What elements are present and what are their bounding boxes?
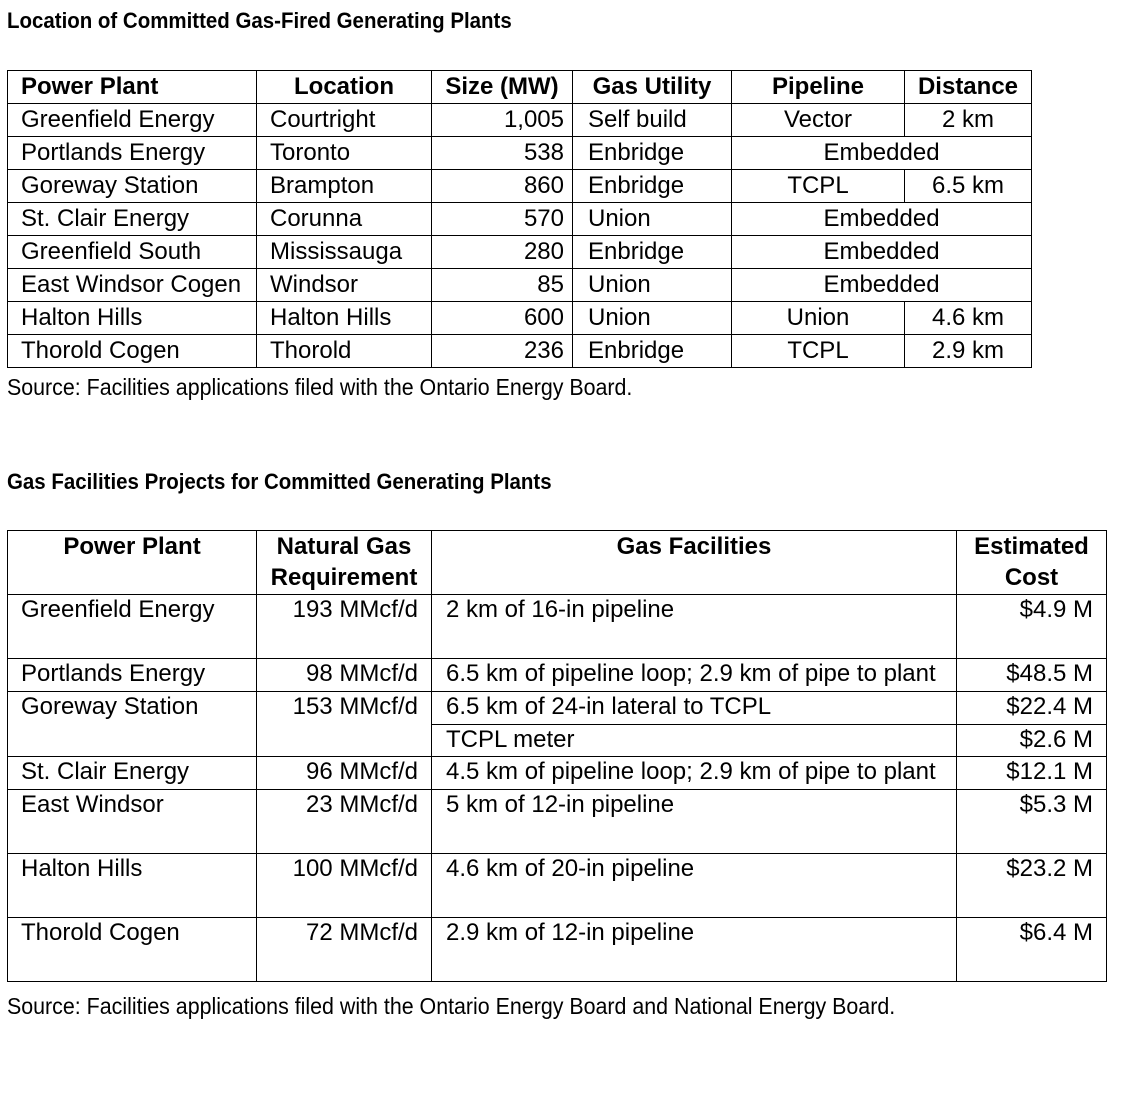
table-row	[8, 854, 1107, 918]
table-row	[8, 203, 1032, 236]
cell-utility: Enbridge	[573, 236, 732, 269]
cell-requirement	[257, 724, 432, 757]
cell-utility: Union	[573, 302, 732, 335]
cell-location: Brampton	[257, 170, 432, 203]
cell-cost: $23.2 M	[957, 854, 1107, 918]
cell-plant: Halton Hills	[8, 854, 257, 918]
cell-distance: 2.9 km	[905, 335, 1032, 368]
cell-plant: Portlands Energy	[8, 659, 257, 692]
cell-pipeline: Embedded	[732, 137, 1032, 170]
cell-plant: Thorold Cogen	[8, 918, 257, 982]
cell-plant: Goreway Station	[8, 692, 257, 725]
table-row	[8, 335, 1032, 368]
cell-pipeline: TCPL	[732, 170, 905, 203]
cell-location: Thorold	[257, 335, 432, 368]
cell-cost: $48.5 M	[957, 659, 1107, 692]
cell-requirement: 23 MMcf/d	[257, 790, 432, 854]
header-power-plant	[8, 531, 257, 595]
header-gas-facilities-label: Gas Facilities	[616, 533, 772, 560]
cell-facilities: 4.5 km of pipeline loop; 2.9 km of pipe to plant	[432, 757, 957, 790]
table-header-row	[8, 531, 1107, 595]
table1-title: Location of Committed Gas-Fired Generating Plants	[7, 8, 512, 33]
cell-size: 1,005	[432, 104, 573, 137]
cell-facilities: 6.5 km of pipeline loop; 2.9 km of pipe to plant	[432, 659, 957, 692]
header-gas-requirement	[257, 531, 432, 595]
header-power-plant-label: Power Plant	[63, 533, 201, 560]
cell-cost: $22.4 M	[957, 692, 1107, 725]
cell-facilities: 4.6 km of 20-in pipeline	[432, 854, 957, 918]
cell-utility: Enbridge	[573, 335, 732, 368]
cell-facilities: 5 km of 12-in pipeline	[432, 790, 957, 854]
cell-cost: $4.9 M	[957, 595, 1107, 659]
cell-utility: Enbridge	[573, 137, 732, 170]
cell-location: Toronto	[257, 137, 432, 170]
cell-pipeline: Union	[732, 302, 905, 335]
cell-facilities: 2 km of 16-in pipeline	[432, 595, 957, 659]
cell-distance: 2 km	[905, 104, 1032, 137]
plants-location-table	[7, 70, 1032, 368]
header-size: Size (MW)	[432, 71, 573, 104]
cell-requirement: 98 MMcf/d	[257, 659, 432, 692]
table-row	[8, 170, 1032, 203]
header-gas-facilities	[432, 531, 957, 595]
table-row	[8, 692, 1107, 725]
cell-size: 236	[432, 335, 573, 368]
cell-cost: $2.6 M	[957, 724, 1107, 757]
cell-requirement: 96 MMcf/d	[257, 757, 432, 790]
cell-size: 85	[432, 269, 573, 302]
cell-plant: Greenfield Energy	[8, 595, 257, 659]
cell-pipeline: Embedded	[732, 236, 1032, 269]
table-row	[8, 595, 1107, 659]
header-estimated-cost	[957, 531, 1107, 595]
cell-utility: Self build	[573, 104, 732, 137]
cell-utility: Union	[573, 269, 732, 302]
cell-location: Corunna	[257, 203, 432, 236]
cell-size: 570	[432, 203, 573, 236]
cell-utility: Enbridge	[573, 170, 732, 203]
table-row	[8, 790, 1107, 854]
cell-requirement: 153 MMcf/d	[257, 692, 432, 725]
gas-facilities-table	[7, 530, 1107, 982]
header-gas-utility: Gas Utility	[573, 71, 732, 104]
cell-size: 538	[432, 137, 573, 170]
cell-size: 280	[432, 236, 573, 269]
cell-plant: Greenfield Energy	[8, 104, 257, 137]
table-row	[8, 918, 1107, 982]
table-row	[8, 236, 1032, 269]
table-header-row	[8, 71, 1032, 104]
table-row	[8, 724, 1107, 757]
cell-cost: $5.3 M	[957, 790, 1107, 854]
header-power-plant: Power Plant	[8, 71, 257, 104]
cell-location: Courtright	[257, 104, 432, 137]
cell-facilities: 6.5 km of 24-in lateral to TCPL	[432, 692, 957, 725]
cell-plant: St. Clair Energy	[8, 757, 257, 790]
cell-plant: Greenfield South	[8, 236, 257, 269]
table2-title: Gas Facilities Projects for Committed Generating Plants	[7, 469, 552, 494]
cell-facilities: TCPL meter	[432, 724, 957, 757]
cell-cost: $6.4 M	[957, 918, 1107, 982]
cell-pipeline: TCPL	[732, 335, 905, 368]
cell-location: Mississauga	[257, 236, 432, 269]
table-row	[8, 757, 1107, 790]
cell-pipeline: Embedded	[732, 269, 1032, 302]
cell-plant: East Windsor Cogen	[8, 269, 257, 302]
cell-plant	[8, 724, 257, 757]
cell-facilities: 2.9 km of 12-in pipeline	[432, 918, 957, 982]
cell-plant: East Windsor	[8, 790, 257, 854]
table-row	[8, 302, 1032, 335]
cell-plant: Thorold Cogen	[8, 335, 257, 368]
cell-pipeline: Embedded	[732, 203, 1032, 236]
cell-distance: 6.5 km	[905, 170, 1032, 203]
table2-source-note: Source: Facilities applications filed with the Ontario Energy Board and National Energy Board.	[7, 993, 896, 1019]
table-row	[8, 137, 1032, 170]
cell-location: Windsor	[257, 269, 432, 302]
header-location: Location	[257, 71, 432, 104]
cell-location: Halton Hills	[257, 302, 432, 335]
header-cost-line2: Cost	[1004, 564, 1059, 591]
cell-requirement: 100 MMcf/d	[257, 854, 432, 918]
header-requirement-line2: Requirement	[270, 564, 418, 591]
table-row	[8, 659, 1107, 692]
cell-plant: Portlands Energy	[8, 137, 257, 170]
cell-requirement: 193 MMcf/d	[257, 595, 432, 659]
header-cost-line1: Estimated	[974, 533, 1089, 560]
cell-plant: St. Clair Energy	[8, 203, 257, 236]
table-row	[8, 104, 1032, 137]
cell-size: 860	[432, 170, 573, 203]
header-requirement-line1: Natural Gas	[276, 533, 412, 560]
cell-distance: 4.6 km	[905, 302, 1032, 335]
cell-requirement: 72 MMcf/d	[257, 918, 432, 982]
cell-utility: Union	[573, 203, 732, 236]
cell-plant: Halton Hills	[8, 302, 257, 335]
table1-source-note: Source: Facilities applications filed with the Ontario Energy Board.	[7, 374, 633, 400]
cell-size: 600	[432, 302, 573, 335]
header-distance: Distance	[905, 71, 1032, 104]
header-pipeline: Pipeline	[732, 71, 905, 104]
cell-pipeline: Vector	[732, 104, 905, 137]
cell-cost: $12.1 M	[957, 757, 1107, 790]
cell-plant: Goreway Station	[8, 170, 257, 203]
table-row	[8, 269, 1032, 302]
